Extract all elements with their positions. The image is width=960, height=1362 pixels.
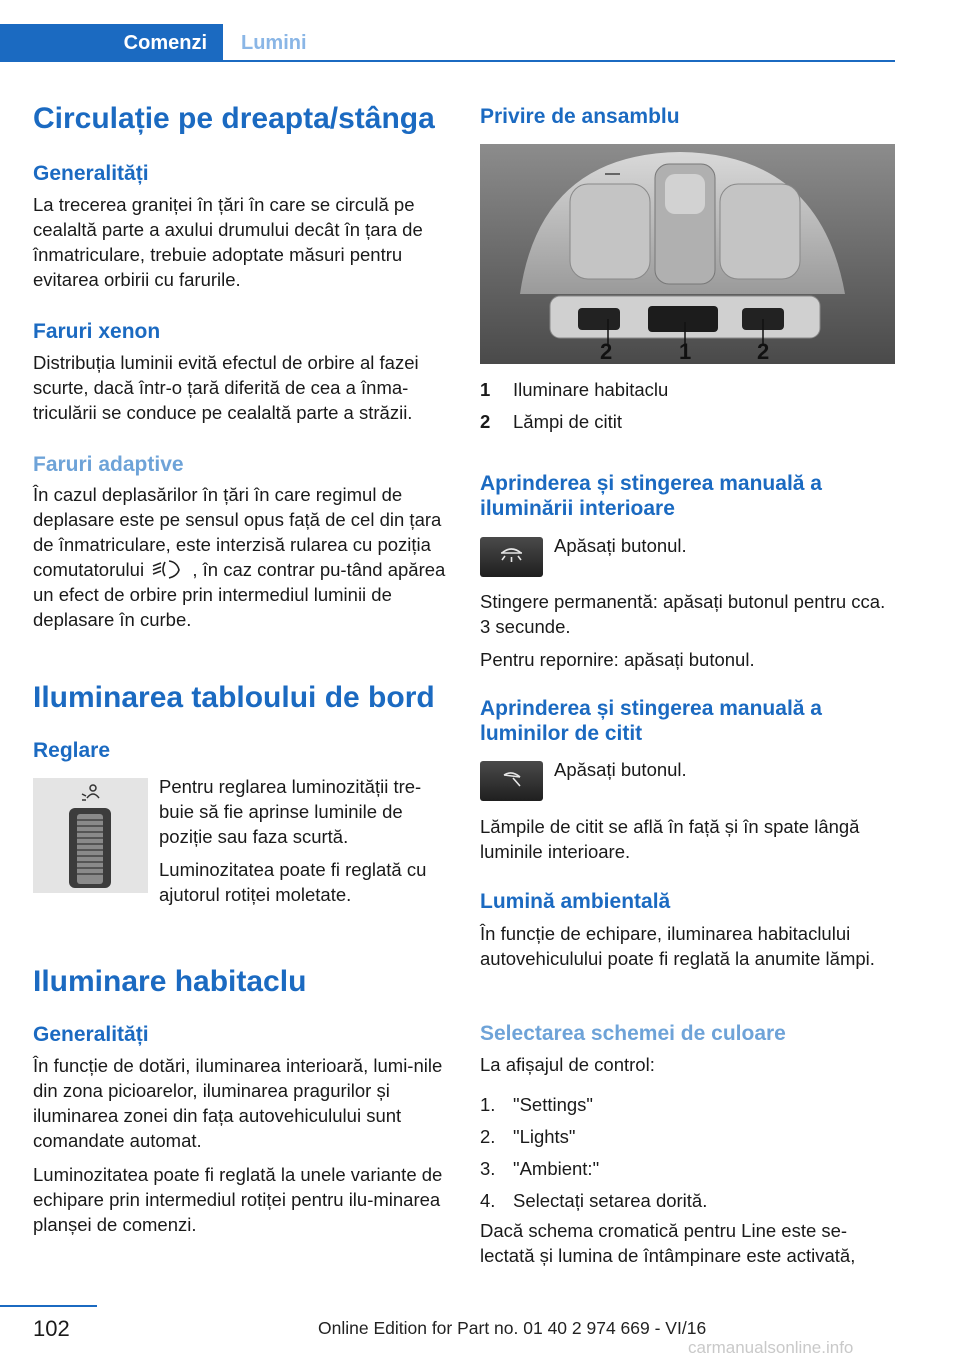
subtitle-xenon: Faruri xenon: [33, 320, 161, 343]
paragraph-adaptive-part1: În cazul deplasărilor în țări în care regimul de deplasare este pe sensul opus față de cel din țara de înmatriculare, este interzisă rularea cu poziția comutatorului: [33, 484, 442, 580]
step-text: "Lights": [513, 1126, 576, 1147]
reading-press-instruction: Apăsați butonul.: [554, 759, 687, 780]
paragraph-permanent-off: Stingere permanentă: apăsați butonul pentru cca. 3 secunde.: [480, 591, 886, 637]
figure-label-2-left: 2: [600, 339, 613, 364]
list-item: [480, 1124, 895, 1156]
legend-text: Lămpi de citit: [513, 411, 622, 432]
paragraph-adaptive-part2: , în caz contrar pu-tând apărea un efect de orbire prin intermediul luminii de deplasare în curbe.: [33, 559, 446, 630]
list-item: [480, 1092, 895, 1124]
subtitle-adjust: Reglare: [33, 739, 111, 762]
header-tabs: [0, 24, 895, 62]
legend-num: 1: [480, 379, 491, 400]
footer-rule: [0, 1305, 97, 1307]
subtitle-general-2: Generalități: [33, 1023, 149, 1046]
step-number: 3.: [480, 1158, 496, 1179]
edition-text: Online Edition for Part no. 01 40 2 974 669 - VI/16: [318, 1318, 707, 1338]
list-item: [480, 1156, 895, 1188]
step-text: "Settings": [513, 1094, 593, 1115]
interior-light-button-image: [480, 537, 543, 577]
interior-press-instruction: Apăsați butonul.: [554, 535, 687, 556]
tab-comenzi[interactable]: Comenzi: [0, 24, 223, 62]
legend-text: Iluminare habitaclu: [513, 379, 669, 400]
section-title-interior-lighting: Iluminare habitaclu: [33, 965, 307, 998]
step-number: 2.: [480, 1126, 496, 1147]
steps-list: [480, 1092, 895, 1220]
legend-num: 2: [480, 411, 491, 432]
header-rule: [0, 60, 895, 62]
figure-label-1: 1: [679, 339, 692, 364]
subtitle-color-scheme: Selectarea schemei de culoare: [480, 1022, 786, 1045]
watermark: carmanualsonline.info: [688, 1338, 854, 1357]
subtitle-reading-manual: Aprinderea și stingerea manuală a luminilor de citit: [480, 697, 822, 745]
page-number: 102: [33, 1316, 70, 1341]
ceiling-console-image: [480, 144, 895, 364]
paragraph-line-scheme: Dacă schema cromatică pentru Line este se-lectată și lumina de întâmpinare este activată,: [480, 1220, 856, 1266]
legend-item: [480, 409, 895, 441]
switch-position-icon: [149, 558, 187, 580]
legend-item: [480, 377, 895, 409]
step-number: 4.: [480, 1190, 496, 1211]
paragraph-xenon: Distribuția luminii evită efectul de orbire al fazei scurte, dacă într-o țară diferită de cea a înma-triculării se conduce pe cealaltă parte a străzii.: [33, 352, 419, 423]
tab-lumini[interactable]: Lumini: [241, 32, 307, 54]
paragraph-general: La trecerea graniței în țări în care se circulă pe cealaltă parte a axului drumului decât în țara de înmatriculare, trebuie adoptate măsuri pentru evitarea orbirii cu farurile.: [33, 194, 423, 290]
paragraph-interior-brightness: Luminozitatea poate fi reglată la unele variante de echipare prin intermediul rotiței pentru ilu-minarea planșei de comenzi.: [33, 1164, 443, 1235]
dimmer-wheel-image: [33, 778, 148, 893]
subtitle-interior-manual: Aprinderea și stingerea manuală a iluminării interioare: [480, 472, 822, 520]
paragraph-adjust-1: Pentru reglarea luminozității tre-buie să fie aprinse luminile de poziție sau faza scurtă.: [159, 776, 422, 847]
figure-label-2-right: 2: [757, 339, 770, 364]
step-number: 1.: [480, 1094, 496, 1115]
paragraph-control-display: La afișajul de control:: [480, 1054, 655, 1075]
paragraph-ambient: În funcție de echipare, iluminarea habitaclului autovehiculului poate fi reglată la anumite lămpi.: [480, 923, 875, 969]
paragraph-adaptive: [33, 482, 453, 632]
reading-light-button-image: [480, 761, 543, 801]
paragraph-adjust-2: Luminozitatea poate fi reglată cu ajutorul rotiței moletate.: [159, 859, 427, 905]
step-text: Selectați setarea dorită.: [513, 1190, 708, 1211]
subtitle-adaptive: Faruri adaptive: [33, 453, 184, 476]
paragraph-interior-auto: În funcție de dotări, iluminarea interioară, lumi-nile din zona picioarelor, iluminarea pragurilor și iluminarea zonei din fața autovehiculului sunt comandate automat.: [33, 1055, 443, 1151]
subtitle-overview: Privire de ansamblu: [480, 105, 680, 128]
list-item: [480, 1188, 895, 1220]
section-title-dashboard-lighting: Iluminarea tabloului de bord: [33, 681, 435, 714]
subtitle-ambient: Lumină ambientală: [480, 890, 671, 913]
paragraph-reading-location: Lămpile de citit se află în față și în spate lângă luminile interioare.: [480, 816, 860, 862]
subtitle-general: Generalități: [33, 162, 149, 185]
section-title-traffic-side: Circulație pe dreapta/stânga: [33, 102, 435, 135]
paragraph-restart: Pentru repornire: apăsați butonul.: [480, 649, 755, 670]
step-text: "Ambient:": [513, 1158, 600, 1179]
figure-legend: [480, 377, 895, 441]
